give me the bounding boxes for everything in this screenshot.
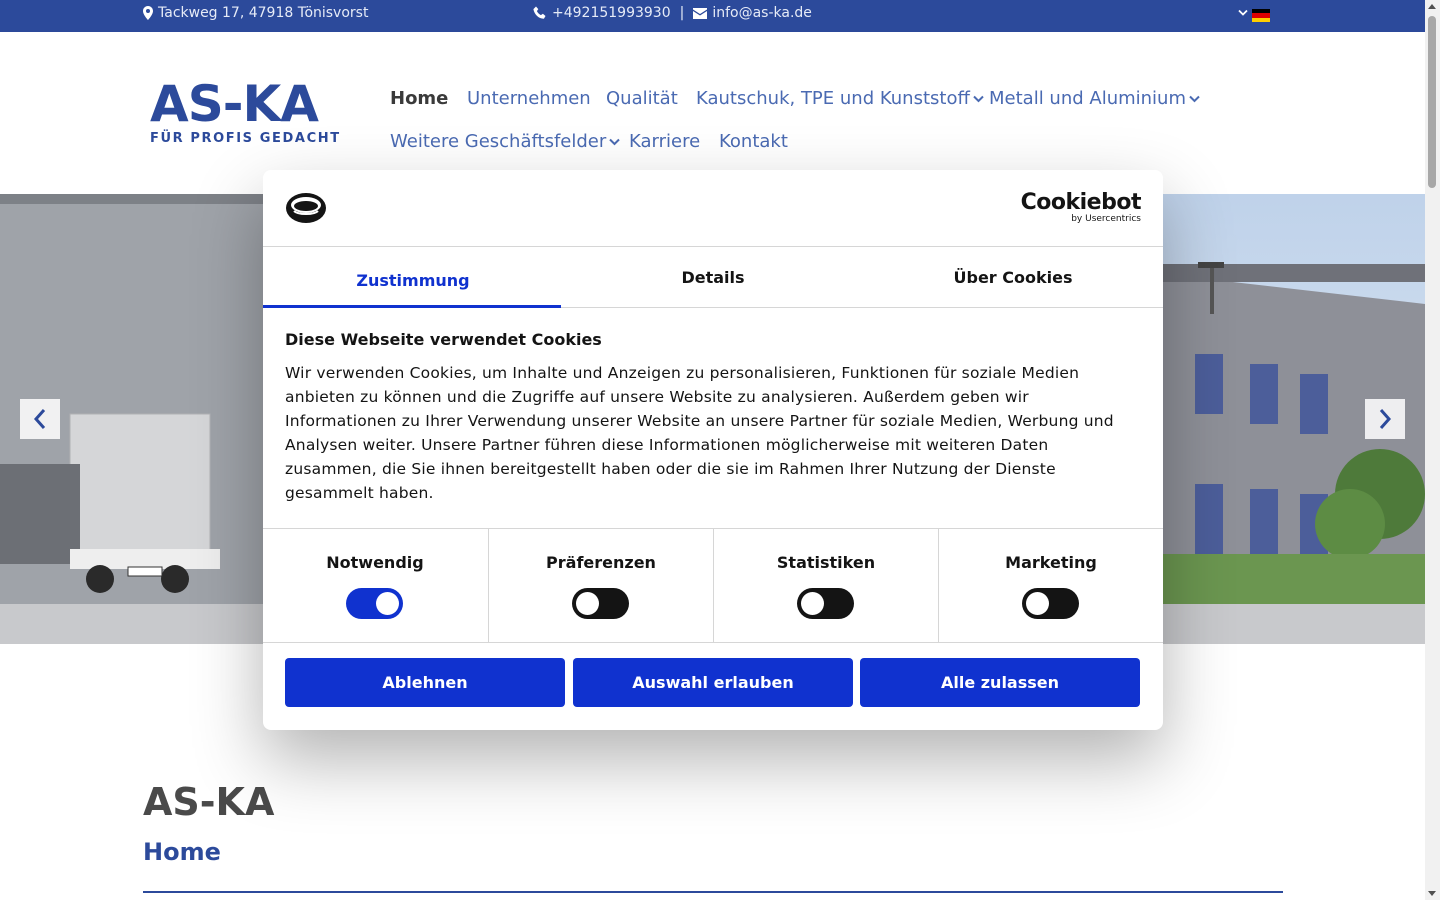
address-text: Tackweg 17, 47918 Tönisvorst (158, 5, 369, 21)
toggle-praeferenzen[interactable] (572, 588, 629, 619)
contact-info (533, 5, 812, 21)
page-scrollbar[interactable] (1425, 0, 1440, 900)
category-notwendig: Notwendig (263, 529, 487, 642)
email-link[interactable]: info@as-ka.de (712, 5, 812, 21)
address (143, 5, 368, 21)
page-title: AS-KA (143, 780, 275, 824)
chevron-left-icon (33, 408, 47, 430)
chevron-right-icon (1378, 408, 1392, 430)
nav-item-qualitaet[interactable]: Qualität (606, 88, 678, 109)
toggle-statistiken[interactable] (797, 588, 854, 619)
chevron-down-icon (1238, 9, 1248, 17)
nav-item-weitere[interactable]: Weitere Geschäftsfelder (390, 131, 620, 152)
site-logo[interactable] (150, 75, 350, 151)
allow-selection-button[interactable]: Auswahl erlauben (573, 658, 853, 707)
allow-all-button[interactable]: Alle zulassen (860, 658, 1140, 707)
envelope-icon (693, 8, 707, 19)
tab-details[interactable]: Details (681, 267, 745, 287)
separator: | (679, 5, 685, 21)
map-marker-icon (143, 6, 153, 20)
slider-next-button[interactable] (1365, 399, 1405, 439)
nav-item-karriere[interactable]: Karriere (629, 131, 701, 152)
chevron-down-icon (973, 95, 984, 103)
dialog-tabs (263, 247, 1163, 308)
category-praeferenzen: Präferenzen (488, 529, 713, 642)
chevron-down-icon (1189, 95, 1200, 103)
dialog-text: Wir verwenden Cookies, um Inhalte und Anzeigen zu personalisieren, Funktionen für soziale Medien anbieten zu können und die Zugriffe auf unsere Website zu analysieren. Außerdem geben wir Informationen zu Ihrer Verwendung unserer Website an unsere Partner für soziale Medien, Werbung und Analysen weiter. Unsere Partner führen diese Informationen möglicherweise mit weiteren Daten zusammen, die Sie ihnen bereitgestellt haben oder die sie im Rahmen Ihrer Nutzung der Dienste gesammelt haben. (285, 364, 1114, 502)
logo-name: AS-KA (150, 75, 318, 133)
top-bar (0, 0, 1425, 32)
cookiebot-brand[interactable] (1021, 192, 1141, 224)
logo-tagline: FÜR PROFIS GEDACHT (150, 131, 341, 146)
scroll-up-icon[interactable] (1428, 4, 1436, 9)
active-tab-indicator (263, 305, 561, 308)
slider-prev-button[interactable] (20, 399, 60, 439)
language-switcher[interactable] (1238, 4, 1270, 22)
brand-sub: by Usercentrics (1071, 214, 1141, 224)
decline-button[interactable]: Ablehnen (285, 658, 565, 707)
category-marketing: Marketing (938, 529, 1163, 642)
nav-item-home[interactable]: Home (390, 88, 449, 109)
chevron-down-icon (609, 138, 620, 146)
dialog-heading: Diese Webseite verwendet Cookies (285, 330, 602, 349)
category-statistiken: Statistiken (713, 529, 938, 642)
nav-item-unternehmen[interactable]: Unternehmen (467, 88, 591, 109)
divider (143, 891, 1283, 893)
tab-ueber-cookies[interactable]: Über Cookies (953, 267, 1073, 287)
phone-icon (533, 6, 547, 20)
dialog-body (285, 330, 1141, 505)
german-flag-icon (1252, 9, 1270, 22)
nav-item-kontakt[interactable]: Kontakt (719, 131, 788, 152)
nav-item-metall[interactable]: Metall und Aluminium (989, 88, 1200, 109)
tab-zustimmung[interactable]: Zustimmung (263, 247, 563, 307)
cookie-consent-dialog (263, 170, 1163, 730)
cookie-logo-icon (285, 192, 327, 224)
toggle-notwendig[interactable] (346, 588, 403, 619)
page-subtitle: Home (143, 838, 221, 866)
dialog-header (263, 170, 1163, 247)
toggle-marketing[interactable] (1022, 588, 1079, 619)
consent-categories (263, 528, 1163, 643)
nav-item-kautschuk[interactable]: Kautschuk, TPE und Kunststoff (696, 88, 984, 109)
phone-link[interactable]: +492151993930 (552, 5, 671, 21)
brand-name: Cookiebot (1020, 190, 1141, 215)
scroll-down-icon[interactable] (1428, 891, 1436, 896)
scrollbar-thumb[interactable] (1428, 16, 1436, 188)
